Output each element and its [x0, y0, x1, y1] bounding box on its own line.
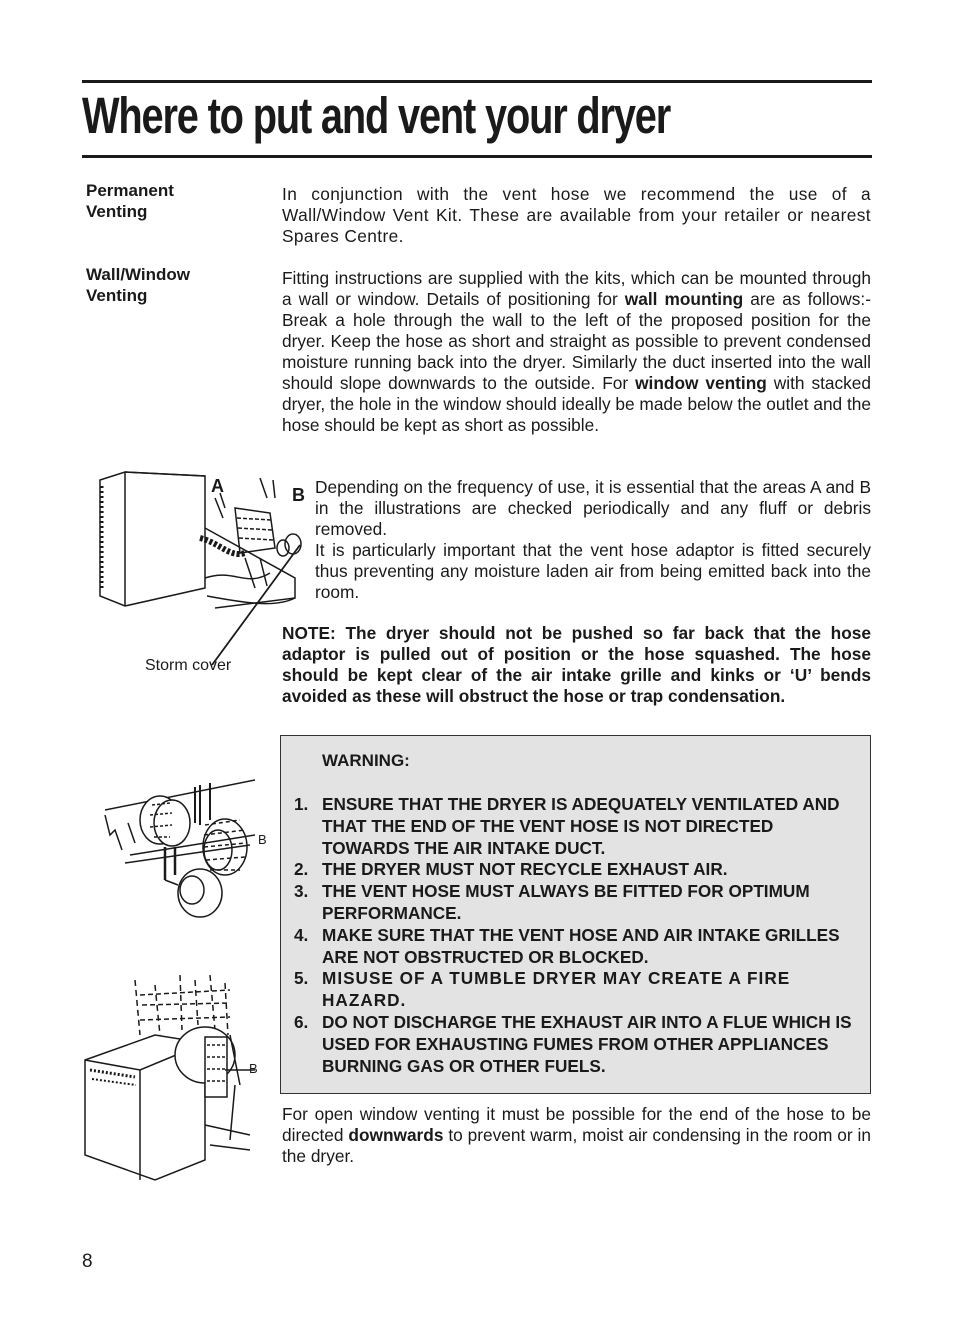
- warning-item-text: THE VENT HOSE MUST ALWAYS BE FITTED FOR OPTIMUM PERFORMANCE.: [322, 881, 810, 923]
- warning-item-number: 1.: [294, 794, 309, 814]
- window-venting-emphasis: window venting: [635, 373, 767, 393]
- open-window-text-2: to prevent warm, moist air condensing in the room or in the dryer.: [282, 1125, 871, 1166]
- warning-item-number: 2.: [294, 859, 309, 880]
- open-window-paragraph: [282, 1104, 871, 1167]
- hose-adaptor-illustration: [100, 775, 260, 920]
- warning-item: [281, 859, 872, 881]
- fitting-text-1: Fitting instructions are supplied with the kits, which can be mounted through a wall or window. Details of positioning for: [282, 268, 871, 309]
- stacked-dryer-illustration: [80, 975, 260, 1185]
- warning-item: [281, 1012, 872, 1077]
- top-rule: [82, 80, 872, 83]
- label-a: A: [211, 476, 224, 496]
- note-paragraph: NOTE: The dryer should not be pushed so far back that the hose adaptor is pulled out of position or the hose squashed. The hose should be kept clear of the air intake grille and kinks or ‘U’ bends avoided as these will obstruct the hose or trap condensation.: [282, 623, 871, 706]
- intro-paragraph: In conjunction with the vent hose we recommend the use of a Wall/Window Vent Kit. These are available from your retailer or nearest Spares Centre.: [282, 184, 871, 246]
- label-b: B: [292, 485, 305, 505]
- warning-item: [281, 925, 872, 969]
- open-window-text-1: For open window venting it must be possible for the end of the hose to be directed: [282, 1104, 871, 1145]
- warning-list: [281, 794, 872, 1077]
- warning-item-text: MAKE SURE THAT THE VENT HOSE AND AIR INTAKE GRILLES ARE NOT OBSTRUCTED OR BLOCKED.: [322, 924, 840, 967]
- warning-item: [281, 794, 872, 859]
- label-b-third: B: [249, 1061, 258, 1076]
- heading-wall-window-venting: Wall/Window Venting: [86, 265, 191, 305]
- warning-item-number: 5.: [294, 968, 309, 989]
- warning-title: WARNING:: [322, 751, 410, 770]
- fitting-text-3: with stacked dryer, the hole in the window should ideally be made below the outlet and the hose should be kept as short as possible.: [282, 373, 872, 435]
- heading-permanent-venting: Permanent Venting: [86, 181, 174, 221]
- page-title: Where to put and vent your dryer: [82, 87, 671, 144]
- fitting-paragraph: [282, 268, 871, 436]
- warning-item-text: ENSURE THAT THE DRYER IS ADEQUATELY VENTILATED AND THAT THE END OF THE VENT HOSE IS NOT DIRECTED TOWARDS THE AIR INTAKE DUCT.: [322, 794, 840, 858]
- check-paragraph: Depending on the frequency of use, it is essential that the areas A and B in the illustrations are checked periodically and any fluff or debris removed.: [315, 477, 871, 539]
- fitting-text-2: are as follows:- Break a hole through the wall to the left of the proposed position for the dryer. Keep the hose as short and straight as possible to prevent condensed moisture running back into the dryer. Similarly the duct inserted into the wall should slope downwards to the outside. For: [282, 289, 871, 393]
- storm-cover-leader-line: [200, 540, 310, 670]
- adaptor-paragraph: It is particularly important that the vent hose adaptor is fitted securely thus preventing any moisture laden air from being emitted back into the room.: [315, 540, 871, 602]
- warning-box: [280, 735, 871, 1094]
- warning-item-text: MISUSE OF A TUMBLE DRYER MAY CREATE A FIRE HAZARD.: [322, 968, 791, 1011]
- warning-item-number: 6.: [294, 1011, 309, 1032]
- warning-item-text: DO NOT DISCHARGE THE EXHAUST AIR INTO A FLUE WHICH IS USED FOR EXHAUSTING FUMES FROM OTHER APPLIANCES BURNING GAS OR OTHER FUELS.: [322, 1011, 852, 1076]
- wall-mounting-emphasis: wall mounting: [624, 289, 744, 309]
- warning-item: [281, 881, 872, 925]
- warning-item-number: 4.: [294, 924, 309, 945]
- title-underline: [82, 155, 872, 158]
- warning-item-text: THE DRYER MUST NOT RECYCLE EXHAUST AIR.: [322, 859, 728, 880]
- storm-cover-caption: Storm cover: [145, 657, 232, 674]
- warning-item: [281, 968, 872, 1012]
- label-b-second: B: [258, 832, 267, 847]
- downwards-emphasis: downwards: [348, 1125, 444, 1145]
- page-number: 8: [82, 1251, 93, 1272]
- warning-item-number: 3.: [294, 881, 309, 902]
